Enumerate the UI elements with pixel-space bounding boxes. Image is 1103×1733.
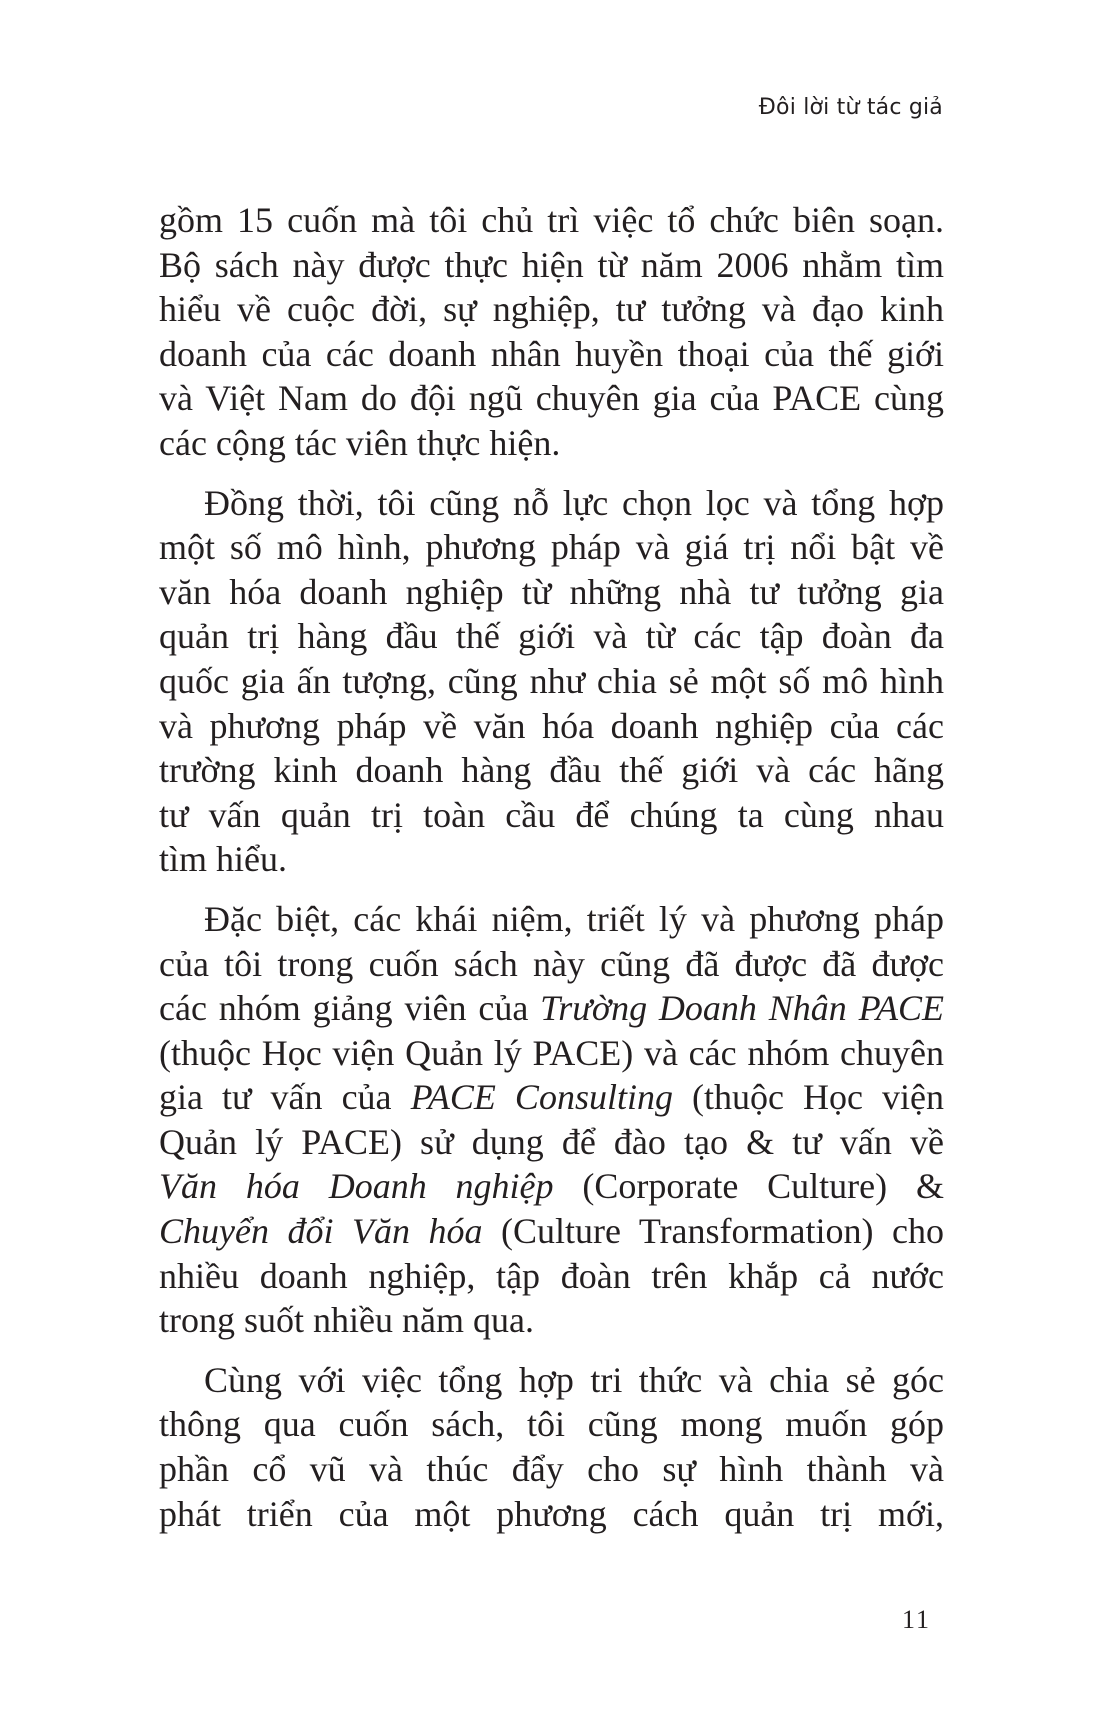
text-line: các cộng tác viên thực hiện.	[159, 422, 561, 463]
text-run: các nhóm giảng viên của	[159, 988, 541, 1029]
text-line: nhiều doanh nghiệp, tập đoàn trên khắp cả nước	[159, 1255, 944, 1296]
text-line: (thuộc Học viện Quản lý PACE) và các nhóm chuyên	[159, 1032, 944, 1073]
page-number: 11	[901, 1605, 931, 1634]
text-line: hiểu về cuộc đời, sự nghiệp, tư tưởng và đạo kinh	[159, 289, 944, 330]
text-line: Đặc biệt, các khái niệm, triết lý và phương pháp	[204, 898, 944, 939]
text-line: phát triển của một phương cách quản trị mới,	[159, 1493, 944, 1534]
text-run: (Culture Transformation) cho	[482, 1211, 944, 1252]
italic-title: Trường Doanh Nhân PACE	[540, 988, 944, 1029]
paragraph-3	[159, 897, 944, 1343]
text-line	[159, 1164, 944, 1209]
text-line: và Việt Nam do đội ngũ chuyên gia của PACE cùng	[159, 378, 944, 419]
text-run: gia tư vấn của	[159, 1077, 411, 1118]
text-line: Bộ sách này được thực hiện từ năm 2006 nhằm tìm	[159, 244, 944, 285]
text-line: gồm 15 cuốn mà tôi chủ trì việc tổ chức biên soạn.	[159, 200, 944, 240]
italic-title: Văn hóa Doanh nghiệp	[159, 1166, 554, 1207]
text-line: doanh của các doanh nhân huyền thoại của thế giới	[159, 333, 944, 374]
italic-title: PACE Consulting	[410, 1077, 673, 1118]
text-line	[159, 1209, 944, 1254]
text-line: Cùng với việc tổng hợp tri thức và chia sẻ góc	[204, 1359, 944, 1400]
text-line: trường kinh doanh hàng đầu thế giới và các hãng	[159, 750, 944, 791]
paragraph-4	[159, 1358, 944, 1536]
text-line: trong suốt nhiều năm qua.	[159, 1300, 534, 1341]
text-run: (thuộc Học viện	[672, 1077, 944, 1118]
running-header: Đôi lời từ tác giả	[758, 95, 943, 120]
text-line: quốc gia ấn tượng, cũng như chia sẻ một số mô hình	[159, 660, 944, 701]
paragraph-2	[159, 481, 944, 882]
text-line: một số mô hình, phương pháp và giá trị nổi bật về	[159, 527, 944, 568]
text-line: văn hóa doanh nghiệp từ những nhà tư tưởng gia	[159, 571, 944, 612]
text-line	[159, 1075, 944, 1120]
text-line	[159, 986, 944, 1031]
italic-title: Chuyển đổi Văn hóa	[159, 1211, 483, 1252]
text-line: của tôi trong cuốn sách này cũng đã được đã được	[159, 943, 944, 984]
text-line: quản trị hàng đầu thế giới và từ các tập đoàn đa	[159, 616, 944, 657]
text-run: (Corporate Culture) &	[553, 1166, 944, 1207]
text-line: phần cổ vũ và thúc đẩy cho sự hình thành và	[159, 1449, 944, 1490]
text-line: thông qua cuốn sách, tôi cũng mong muốn góp	[159, 1404, 944, 1445]
body-text	[159, 198, 944, 1536]
text-line: tư vấn quản trị toàn cầu để chúng ta cùng nhau	[159, 794, 944, 835]
text-line: tìm hiểu.	[159, 839, 287, 880]
text-line: Đồng thời, tôi cũng nỗ lực chọn lọc và tổng hợp	[204, 482, 944, 523]
paragraph-1	[159, 198, 944, 466]
text-line: Quản lý PACE) sử dụng để đào tạo & tư vấn về	[159, 1121, 944, 1162]
text-line: và phương pháp về văn hóa doanh nghiệp của các	[159, 705, 944, 746]
